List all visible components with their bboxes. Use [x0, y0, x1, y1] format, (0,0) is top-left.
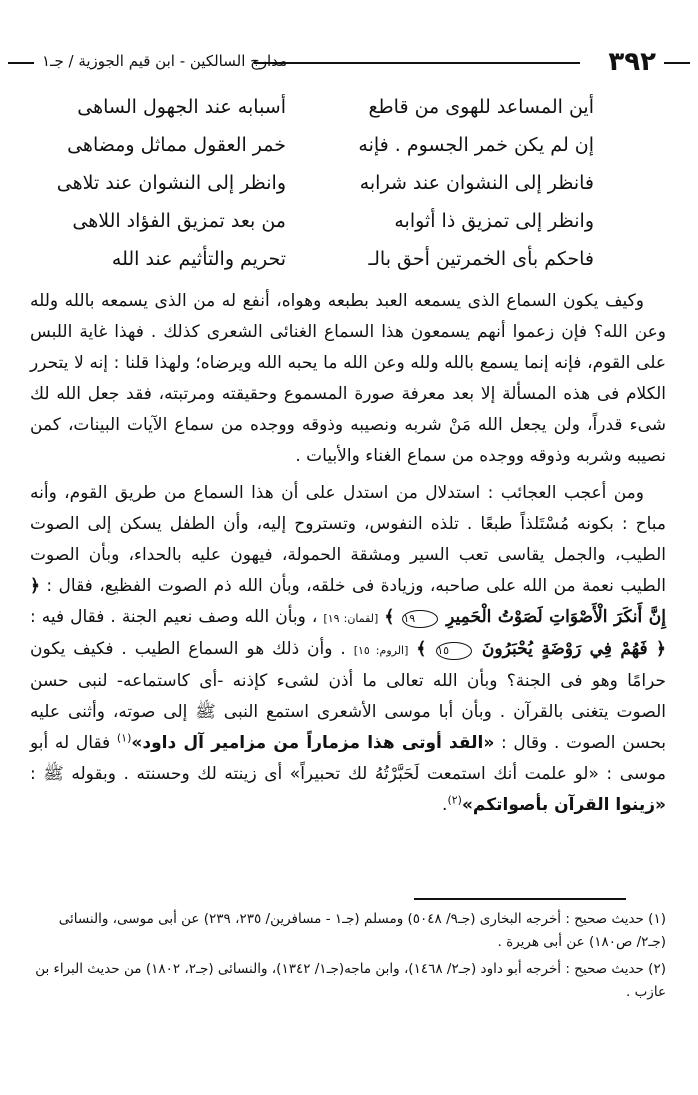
- paragraph-text: ، وبأن الله وصف نعيم الجنة . فقال فيه :: [30, 607, 318, 627]
- verse-second-hemistich: تحريم والتأثيم عند الله: [111, 248, 286, 270]
- quran-verse-rum: ﴿ فَهُمْ فِي رَوْضَةٍ يُحْبَرُونَ: [481, 639, 666, 659]
- verse-second-hemistich: من بعد تمزيق الفؤاد اللاهى: [72, 210, 286, 232]
- footnote: (١) حديث صحيح : أخرجه البخارى (جـ٩/ ٥٠٤٨) ومسلم (جـ١ - مسافرين/ ٢٣٥، ٢٣٩) عن أبى موسى، والنسائى (جـ٢/ ص١٨٠) عن أبى هريرة .: [58, 911, 666, 950]
- verse-second-hemistich: أسبابه عند الجهول الساهى: [77, 96, 286, 118]
- paragraph-text: فقال له أبو موسى : «لو علمت أنك استمعت لَحَبَّرْتُهُ لك تحبيراً» أى زينته لك وحسنته . وبقوله ﷺ :: [30, 733, 666, 784]
- header-rule-left: [8, 62, 34, 64]
- footnote-reference[interactable]: (٢): [447, 793, 462, 807]
- footnotes: [30, 908, 666, 1008]
- quran-reference: [لقمان: ١٩]: [323, 612, 379, 625]
- verse-second-hemistich: وانظر إلى النشوان عند تلاهى: [56, 172, 286, 194]
- hadith-quote: «القد أوتى هذا مزماراً من مزامير آل داود»: [131, 733, 495, 753]
- poem: [46, 88, 594, 278]
- page-number: ٣٩٢: [608, 47, 656, 77]
- footnote: (٢) حديث صحيح : أخرجه أبو داود (جـ٢/ ١٤٦٨)، وابن ماجه(جـ١/ ١٣٤٢)، والنسائى (جـ٢، ١٨٠٢) من حديث البراء بن عازب .: [35, 961, 666, 1000]
- verse-second-hemistich: خمر العقول مماثل ومضاهى: [67, 134, 286, 156]
- header-rule-middle: [254, 62, 580, 64]
- verse-first-hemistich: إن لم يكن خمر الجسوم . فإنه: [358, 134, 594, 156]
- footnote-reference[interactable]: (١): [116, 731, 132, 745]
- quran-close-bracket: ﴾: [384, 607, 395, 627]
- ayah-number-marker: ١٥: [436, 642, 472, 660]
- footnote-separator: [414, 898, 626, 900]
- verse-first-hemistich: فانظر إلى النشوان عند شرابه: [359, 172, 594, 194]
- poem-verse: [46, 164, 594, 202]
- quran-reference: [الروم: ١٥]: [353, 644, 409, 657]
- body-text: [30, 286, 666, 827]
- header-rule-right: [664, 62, 690, 64]
- poem-verse: [46, 88, 594, 126]
- paragraph-text: . وأن ذلك هو السماع الطيب . فكيف يكون حرامًا وهو فى الجنة؟ وبأن الله تعالى ما أذن لشىء كإذنه -أى كاستماعه- لنبى حسن الصوت يتغنى بالقرآن . وبأن أبا موسى الأشعرى استمع النبى ﷺ إلى صوته، وأثنى عليه بحسن الصوت . وقال :: [30, 639, 667, 753]
- running-title: مدارج السالكين - ابن قيم الجوزية / جـ١: [42, 52, 288, 70]
- paragraph-wonders: [30, 478, 666, 821]
- poem-verse: [46, 126, 594, 164]
- paragraph-listening: [30, 286, 666, 472]
- paragraph-text: ومن أعجب العجائب : استدلال من استدل على أن هذا السماع من طريق القوم، وأنه مباح : بكونه مُسْتَلذاً طبعًا . تلذه النفوس، وتستروح إليه، وأن الطفل يسكن إلى الصوت الطيب، والجمل يقاسى تعب السير ومشقة الحمولة، فيهون عليه بالحداء، وبأن الصوت الطيب نعمة من الله على صاحبه، وزيادة فى خلقه، وبأن الله ذم الصوت الفظيع، فقال :: [30, 483, 667, 596]
- quran-close-bracket: ﴾: [416, 639, 427, 659]
- ayah-number-marker: ١٩: [402, 610, 438, 628]
- paragraph-text: .: [442, 795, 448, 815]
- verse-first-hemistich: فاحكم بأى الخمرتين أحق بالـ: [368, 248, 594, 270]
- poem-verse: [46, 240, 594, 278]
- hadith-quote: «زينوا القرآن بأصواتكم»: [461, 795, 666, 815]
- poem-verse: [46, 202, 594, 240]
- verse-first-hemistich: وانظر إلى تمزيق ذا أثوابه: [394, 210, 594, 232]
- quran-verse-luqman: ﴿ إِنَّ أَنكَرَ الْأَصْوَاتِ لَصَوْتُ الْحَمِيرِ: [30, 576, 667, 627]
- paragraph-text: وكيف يكون السماع الذى يسمعه العبد بطبعه وهواه، أنفع له من الذى يسمعه بالله ولله وعن الله؟ فإن زعموا أنهم يسمعون هذا السماع الغنائى الشعرى كذلك . فهذا غاية اللبس على القوم، فإنه إنما يسمع بالله ولله وعن الله ما يحبه الله ويرضاه؛ ولهذا قلنا : إنه لا يتحرر الكلام فى هذه المسألة إلا بعد معرفة صورة المسموع وحقيقته ومرتبته، فقد جعل الله لك شىء قدراً، ولن يجعل الله مَنْ شربه ونصيبه وذوقه ووجده من سماع الآيات البينات، كمن نصيبه وشربه وذوقه ووجده من سماع الغناء والأبيات .: [30, 291, 666, 466]
- verse-first-hemistich: أين المساعد للهوى من قاطع: [368, 96, 594, 118]
- page-header: [6, 40, 692, 84]
